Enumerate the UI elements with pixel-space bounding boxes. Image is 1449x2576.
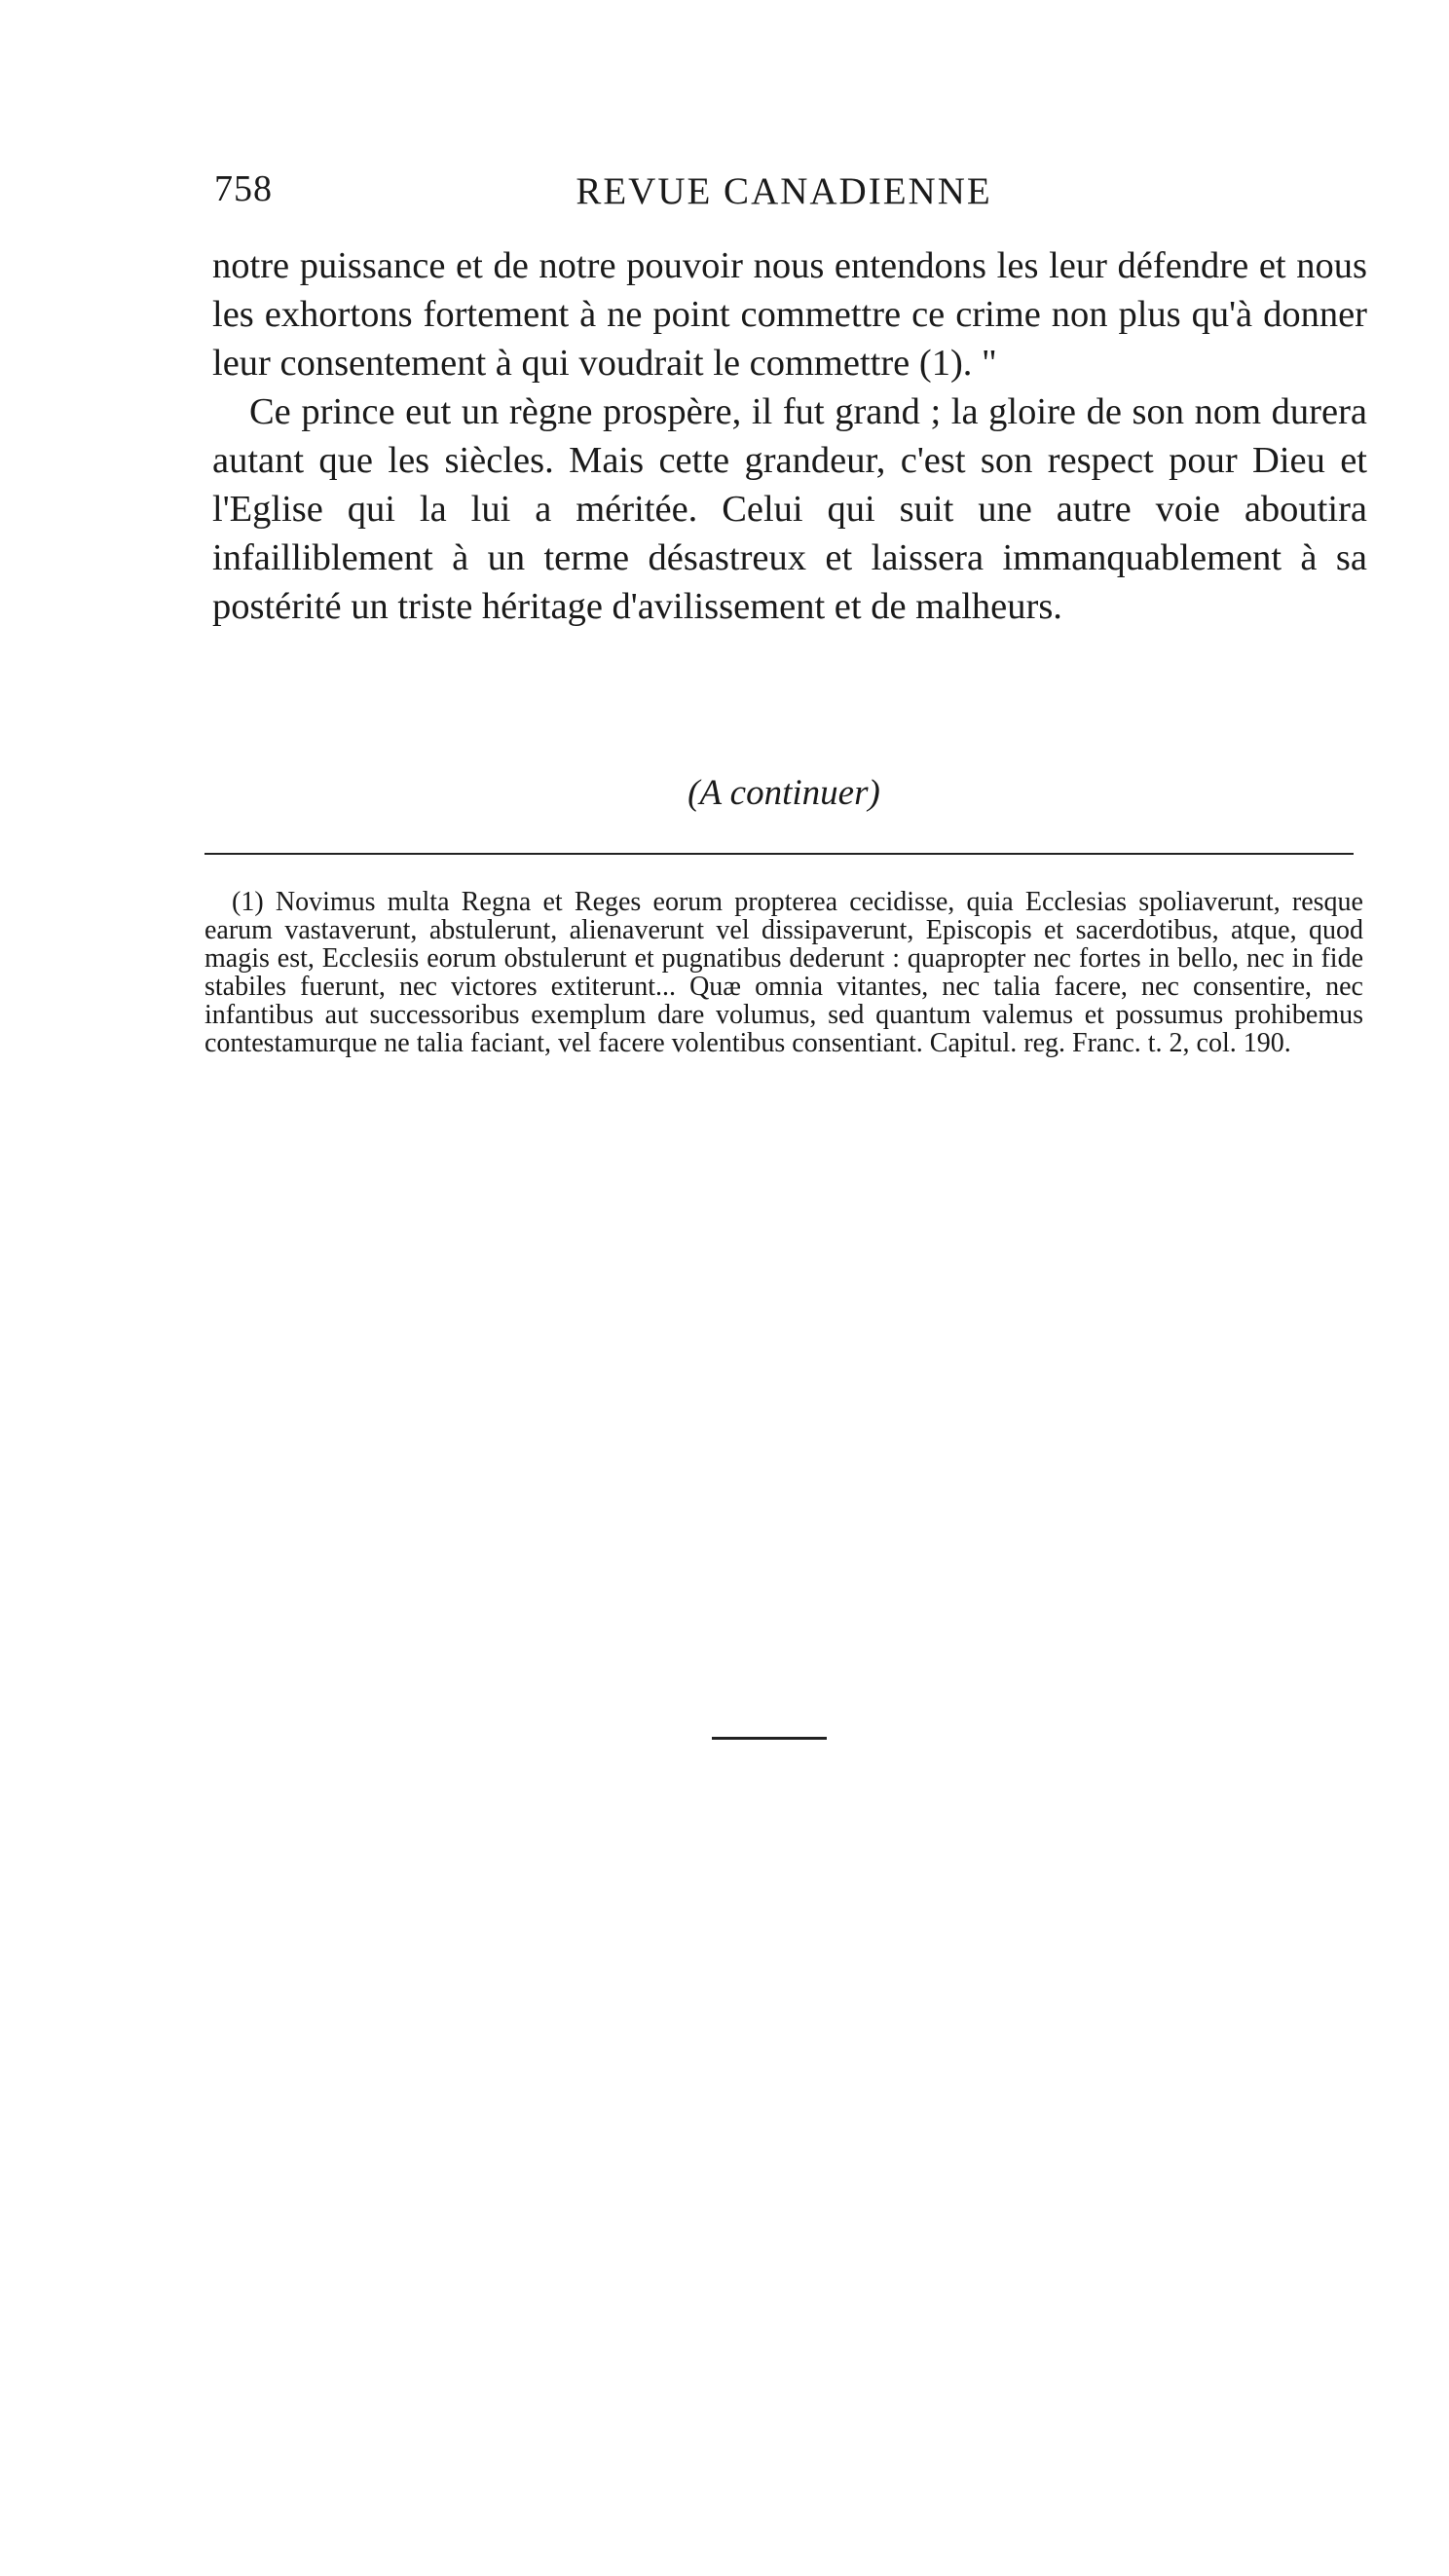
journal-title: REVUE CANADIENNE — [576, 170, 992, 212]
paragraph-continued: notre puissance et de notre pouvoir nous entendons les leur défendre et nous les exhortons fortement à ne point commettre ce crime non plus qu'à donner leur consentement à qui voudrait le commettre (1). " — [212, 245, 1367, 384]
body-text — [212, 241, 1367, 631]
running-head — [204, 167, 1363, 226]
footnote — [204, 888, 1363, 1057]
footnote-divider — [204, 853, 1354, 855]
paragraph: Ce prince eut un règne prospère, il fut grand ; la gloire de son nom durera autant que les siècles. Mais cette grandeur, c'est son respect pour Dieu et l'Eglise qui la lui a méritée. Celui qui suit une autre voie aboutira infailliblement à un terme désastreux et laissera immanquablement à sa postérité un triste héritage d'avilissement et de malheurs. — [212, 391, 1367, 627]
page-number: 758 — [214, 168, 273, 209]
footnote-text: (1) Novimus multa Regna et Reges eorum propterea cecidisse, quia Ecclesias spoliaverunt, resque earum vastaverunt, abstulerunt, alienaverunt vel dissipaverunt, Episcopis et sacerdotibus, atque, quod magis est, Ecclesiis eorum obstulerunt et pugnatibus dederunt : quapropter nec fortes in bello, nec in fide stabiles fuerunt, nec victores extiterunt... Quæ omnia vitantes, nec talia facere, nec consentire, nec infantibus aut successoribus exemplum dare volumus, sed quantum valemus et possumus prohibemus contestamurque ne talia faciant, vel facere volentibus consentiant. Capitul. reg. Franc. t. 2, col. 190. — [204, 887, 1363, 1058]
end-divider — [712, 1737, 827, 1740]
continuation-note: (A continuer) — [687, 773, 880, 813]
